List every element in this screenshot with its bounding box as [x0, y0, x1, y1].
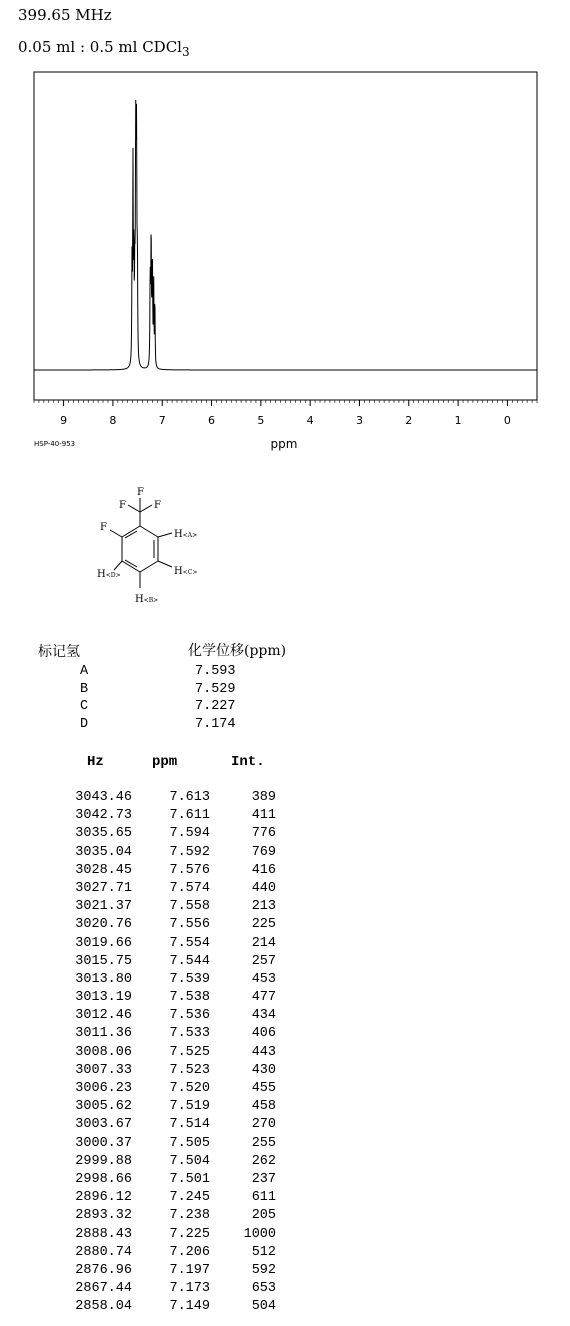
x-tick-label: 2 [405, 414, 413, 427]
x-tick-label: 6 [208, 414, 216, 427]
atom-f-top: F [137, 487, 144, 498]
cell-ppm: 7.613 [169, 790, 210, 805]
h-a-tag: <A> [182, 532, 198, 539]
atom-f-right: F [154, 500, 161, 511]
spectrometer-frequency: 399.65 MHz [18, 6, 112, 24]
cell-hz: 2858.04 [75, 1299, 132, 1315]
benzene-ring [122, 526, 158, 572]
cell-int: 406 [251, 1026, 276, 1042]
x-tick-label: 9 [60, 414, 68, 427]
cell-ppm: 7.501 [169, 1171, 210, 1187]
spectrum-trace [34, 100, 537, 370]
cell-ppm: 7.225 [169, 1226, 210, 1242]
assignment-row [0, 664, 570, 682]
cell-ppm: 7.538 [169, 990, 210, 1006]
atom-f-ring: F [100, 522, 107, 533]
assignment-label: D [80, 716, 89, 732]
cell-int: 504 [251, 1299, 276, 1315]
cell-int: 213 [251, 899, 276, 915]
cell-int: 237 [251, 1171, 276, 1187]
table-row [0, 1026, 570, 1044]
molecule-structure [90, 478, 250, 618]
table-row [0, 972, 570, 990]
cell-int: 225 [251, 917, 276, 933]
cell-hz: 3013.19 [75, 990, 132, 1006]
cell-ppm: 7.525 [169, 1044, 210, 1060]
cell-int: 255 [251, 1135, 276, 1151]
cell-hz: 2999.88 [75, 1153, 132, 1169]
table-row [0, 790, 570, 808]
x-axis-label: ppm [270, 437, 298, 451]
atom-h-c [174, 566, 197, 577]
table-row [0, 808, 570, 826]
cell-hz: 3035.04 [75, 844, 132, 860]
cell-ppm: 7.238 [169, 1208, 210, 1224]
cell-ppm: 7.536 [169, 1008, 210, 1024]
atom-f-left: F [119, 500, 126, 511]
cell-hz: 2893.32 [75, 1208, 132, 1224]
cell-hz: 2998.66 [75, 1171, 132, 1187]
assignment-shift: 7.174 [195, 716, 236, 732]
table-row [0, 1245, 570, 1263]
assignment-shift: 7.227 [195, 699, 236, 714]
cell-hz: 3015.75 [75, 953, 132, 969]
cell-int: 262 [251, 1153, 276, 1169]
table-row [0, 1008, 570, 1026]
cell-ppm: 7.149 [169, 1299, 210, 1315]
cell-int: 458 [251, 1099, 276, 1115]
h-b-tag: <B> [143, 597, 159, 604]
cell-int: 1000 [243, 1226, 276, 1242]
assignment-shift: 7.593 [195, 664, 236, 679]
table-row [0, 1227, 570, 1245]
cell-hz: 3012.46 [75, 1008, 132, 1024]
cell-ppm: 7.173 [169, 1281, 210, 1297]
h-c-symbol: H [174, 566, 183, 577]
table-row [0, 1263, 570, 1281]
cell-int: 411 [251, 808, 276, 824]
cell-ppm: 7.592 [169, 844, 210, 860]
cell-hz: 3021.37 [75, 899, 132, 915]
cell-int: 434 [251, 1008, 276, 1024]
cell-int: 389 [251, 790, 276, 805]
cell-ppm: 7.519 [169, 1099, 210, 1115]
cell-hz: 3035.65 [75, 826, 132, 842]
table-row [0, 863, 570, 881]
cell-int: 512 [251, 1244, 276, 1260]
cell-hz: 3003.67 [75, 1117, 132, 1133]
assignment-row [0, 717, 570, 735]
table-row [0, 1281, 570, 1299]
cell-int: 205 [251, 1208, 276, 1224]
table-row [0, 954, 570, 972]
tick-labels [60, 414, 511, 427]
cell-ppm: 7.505 [169, 1135, 210, 1151]
cell-ppm: 7.523 [169, 1062, 210, 1078]
cell-ppm: 7.206 [169, 1244, 210, 1260]
cell-int: 443 [251, 1044, 276, 1060]
cell-ppm: 7.197 [169, 1262, 210, 1278]
table-row [0, 1190, 570, 1208]
table-row [0, 1045, 570, 1063]
atom-h-a [174, 529, 197, 540]
cell-hz: 3027.71 [75, 880, 132, 896]
peak-table [0, 790, 570, 1317]
h-d-tag: <D> [105, 572, 121, 579]
cell-hz: 3007.33 [75, 1062, 132, 1078]
x-tick-label: 5 [257, 414, 265, 427]
assignment-label: B [80, 681, 89, 697]
assignment-row [0, 682, 570, 700]
cell-int: 653 [251, 1281, 276, 1297]
table-row [0, 917, 570, 935]
table-row [0, 1099, 570, 1117]
cell-hz: 2888.43 [75, 1226, 132, 1242]
cell-int: 776 [251, 826, 276, 842]
cell-ppm: 7.611 [169, 808, 210, 824]
table-row [0, 826, 570, 844]
cell-hz: 3005.62 [75, 1099, 132, 1115]
atom-h-d [97, 569, 121, 580]
cell-int: 416 [251, 862, 276, 878]
cell-ppm: 7.594 [169, 826, 210, 842]
atom-h-b [135, 594, 158, 605]
cell-ppm: 7.544 [169, 953, 210, 969]
x-tick-label: 4 [306, 414, 314, 427]
x-tick-label: 0 [503, 414, 511, 427]
x-tick-label: 1 [454, 414, 462, 427]
plot-frame [34, 72, 537, 400]
cell-hz: 2896.12 [75, 1190, 132, 1206]
h-c-tag: <C> [182, 569, 198, 576]
assignment-list [0, 664, 570, 734]
table-row [0, 845, 570, 863]
cell-int: 477 [251, 990, 276, 1006]
column-header-ppm: ppm [152, 754, 178, 770]
cell-hz: 3000.37 [75, 1135, 132, 1151]
x-tick-label: 8 [109, 414, 117, 427]
assignment-row [0, 699, 570, 717]
cell-ppm: 7.554 [169, 935, 210, 951]
h-d-symbol: H [97, 569, 106, 580]
table-row [0, 1117, 570, 1135]
column-header-int: Int. [231, 754, 265, 770]
assignment-label-header: 标记氢 [38, 644, 80, 660]
cell-hz: 3042.73 [75, 808, 132, 824]
cell-hz: 3019.66 [75, 935, 132, 951]
cell-hz: 3006.23 [75, 1081, 132, 1096]
cell-ppm: 7.558 [169, 899, 210, 915]
table-row [0, 936, 570, 954]
cell-ppm: 7.576 [169, 862, 210, 878]
assignment-label: A [80, 664, 89, 679]
cell-int: 453 [251, 971, 276, 987]
cell-ppm: 7.504 [169, 1153, 210, 1169]
h-a-symbol: H [174, 529, 183, 540]
table-row [0, 1172, 570, 1190]
assignment-shift-header: 化学位移(ppm) [188, 643, 287, 659]
cell-hz: 3011.36 [75, 1026, 132, 1042]
column-header-hz: Hz [87, 754, 104, 770]
table-row [0, 881, 570, 899]
cell-ppm: 7.539 [169, 971, 210, 987]
cell-int: 769 [251, 844, 276, 860]
cell-ppm: 7.574 [169, 880, 210, 896]
table-row [0, 1299, 570, 1317]
table-row [0, 899, 570, 917]
x-tick-label: 3 [355, 414, 363, 427]
table-row [0, 1081, 570, 1099]
x-tick-label: 7 [158, 414, 166, 427]
cell-hz: 2880.74 [75, 1244, 132, 1260]
peak-table-header [0, 754, 570, 772]
cell-ppm: 7.533 [169, 1026, 210, 1042]
cell-hz: 3008.06 [75, 1044, 132, 1060]
cell-ppm: 7.520 [169, 1081, 210, 1096]
cell-hz: 2867.44 [75, 1281, 132, 1297]
table-row [0, 1154, 570, 1172]
cell-int: 611 [251, 1190, 276, 1206]
cell-int: 257 [251, 953, 276, 969]
cell-hz: 3020.76 [75, 917, 132, 933]
table-row [0, 1063, 570, 1081]
cell-int: 270 [251, 1117, 276, 1133]
h-b-symbol: H [135, 594, 144, 605]
cell-ppm: 7.245 [169, 1190, 210, 1206]
nmr-spectrum-chart [0, 0, 570, 460]
cell-hz: 2876.96 [75, 1262, 132, 1278]
cell-hz: 3043.46 [75, 790, 132, 805]
cell-int: 214 [251, 935, 276, 951]
cell-ppm: 7.514 [169, 1117, 210, 1133]
table-row [0, 1208, 570, 1226]
cell-int: 455 [251, 1081, 276, 1096]
solvent-main: 0.05 ml : 0.5 ml CDCl [18, 38, 182, 56]
cell-ppm: 7.556 [169, 917, 210, 933]
cell-int: 430 [251, 1062, 276, 1078]
cell-int: 592 [251, 1262, 276, 1278]
table-row [0, 990, 570, 1008]
cell-hz: 3028.45 [75, 862, 132, 878]
cell-hz: 3013.80 [75, 971, 132, 987]
solvent-subscript: 3 [181, 45, 190, 59]
assignment-shift: 7.529 [195, 681, 236, 697]
assignment-label: C [80, 699, 89, 714]
table-row [0, 1136, 570, 1154]
spectrum-code: HSP-40-953 [34, 440, 76, 448]
cell-int: 440 [251, 880, 276, 896]
